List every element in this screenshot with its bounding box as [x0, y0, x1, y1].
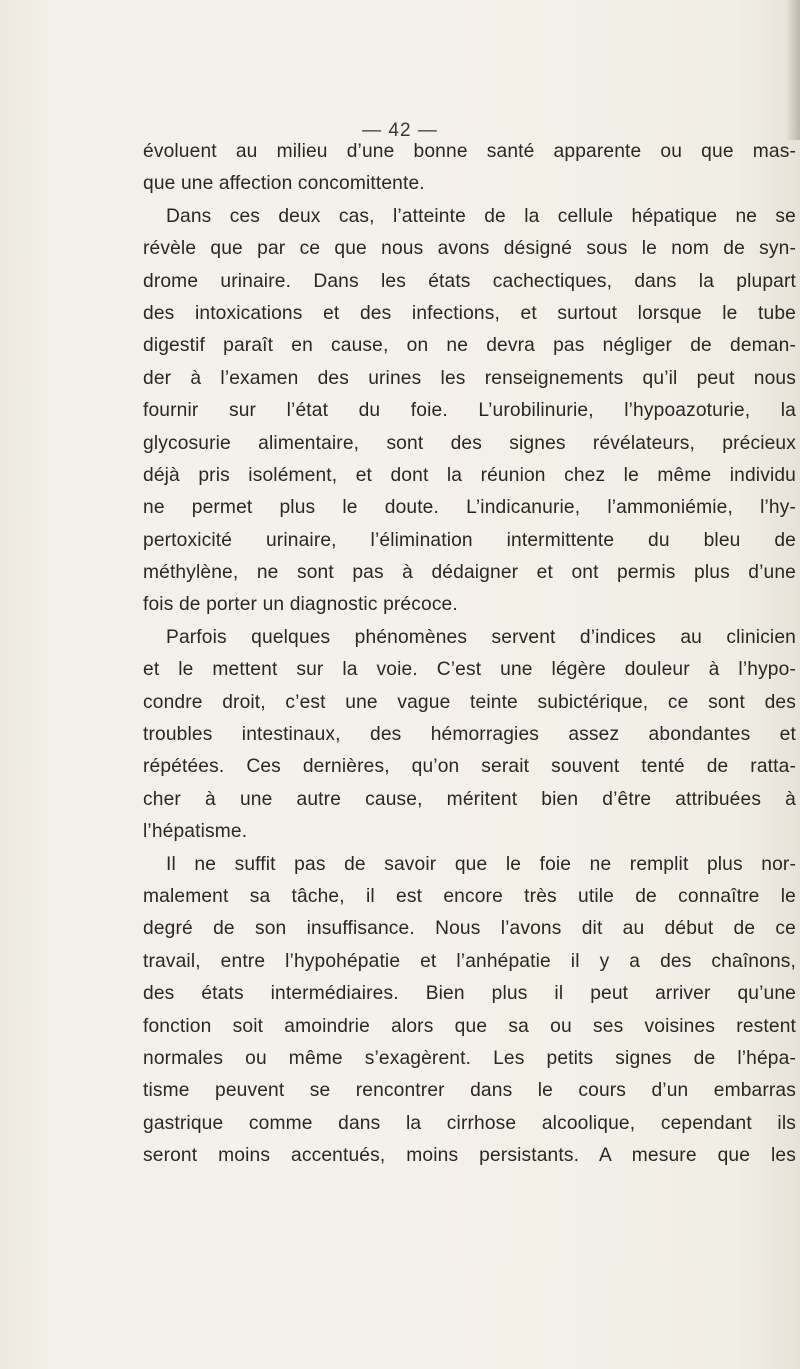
text-line: travail, entre l’hypohépatie et l’anhépatie il y a des chaînons,: [143, 950, 796, 972]
body-text: [143, 136, 796, 1173]
text-line: que une affection concomittente.: [143, 173, 425, 195]
text-line: Il ne suffit pas de savoir que le foie ne remplit plus nor-: [166, 853, 796, 875]
text-line: évoluent au milieu d’une bonne santé apparente ou que mas-: [143, 141, 796, 162]
text-line: fonction soit amoindrie alors que sa ou ses voisines restent: [143, 1015, 796, 1037]
page-number: — 42 —: [362, 120, 438, 141]
text-line: Dans ces deux cas, l’atteinte de la cellule hépatique ne se: [166, 205, 796, 227]
text-line: seront moins accentués, moins persistants. A mesure que les: [143, 1145, 796, 1167]
text-line: pertoxicité urinaire, l’élimination intermittente du bleu de: [143, 529, 796, 551]
text-line: déjà pris isolément, et dont la réunion chez le même individu: [143, 464, 796, 486]
text-line: révèle que par ce que nous avons désigné sous le nom de syn-: [143, 238, 796, 260]
text-line: glycosurie alimentaire, sont des signes révélateurs, précieux: [143, 432, 796, 454]
text-line: fournir sur l’état du foie. L’urobilinurie, l’hypoazoturie, la: [143, 400, 796, 422]
text-line: condre droit, c’est une vague teinte subictérique, ce sont des: [143, 691, 796, 713]
text-line: et le mettent sur la voie. C’est une légère douleur à l’hypo-: [143, 659, 796, 681]
text-line: Parfois quelques phénomènes servent d’indices au clinicien: [166, 626, 796, 648]
text-line: des intoxications et des infections, et surtout lorsque le tube: [143, 302, 796, 324]
text-line: malement sa tâche, il est encore très utile de connaître le: [143, 885, 796, 907]
text-line: digestif paraît en cause, on ne devra pas négliger de deman-: [143, 335, 796, 357]
text-line: cher à une autre cause, méritent bien d’être attribuées à: [143, 788, 796, 810]
page-edge-shadow: [786, 0, 800, 140]
text-line: degré de son insuffisance. Nous l’avons dit au début de ce: [143, 918, 796, 940]
text-line: des états intermédiaires. Bien plus il peut arriver qu’une: [143, 983, 796, 1005]
text-line: méthylène, ne sont pas à dédaigner et ont permis plus d’une: [143, 562, 796, 584]
text-line: l’hépatisme.: [143, 821, 248, 843]
text-line: troubles intestinaux, des hémorragies assez abondantes et: [143, 724, 796, 746]
text-line: gastrique comme dans la cirrhose alcoolique, cependant ils: [143, 1112, 796, 1134]
text-line: répétées. Ces dernières, qu’on serait souvent tenté de ratta-: [143, 756, 796, 778]
text-line: drome urinaire. Dans les états cachectiques, dans la plupart: [143, 270, 796, 292]
text-line: normales ou même s’exagèrent. Les petits signes de l’hépa-: [143, 1047, 796, 1069]
text-line: der à l’examen des urines les renseignements qu’il peut nous: [143, 367, 796, 389]
text-line: fois de porter un diagnostic précoce.: [143, 594, 458, 616]
text-line: tisme peuvent se rencontrer dans le cours d’un embarras: [143, 1080, 796, 1102]
text-line: ne permet plus le doute. L’indicanurie, l’ammoniémie, l’hy-: [143, 497, 796, 519]
